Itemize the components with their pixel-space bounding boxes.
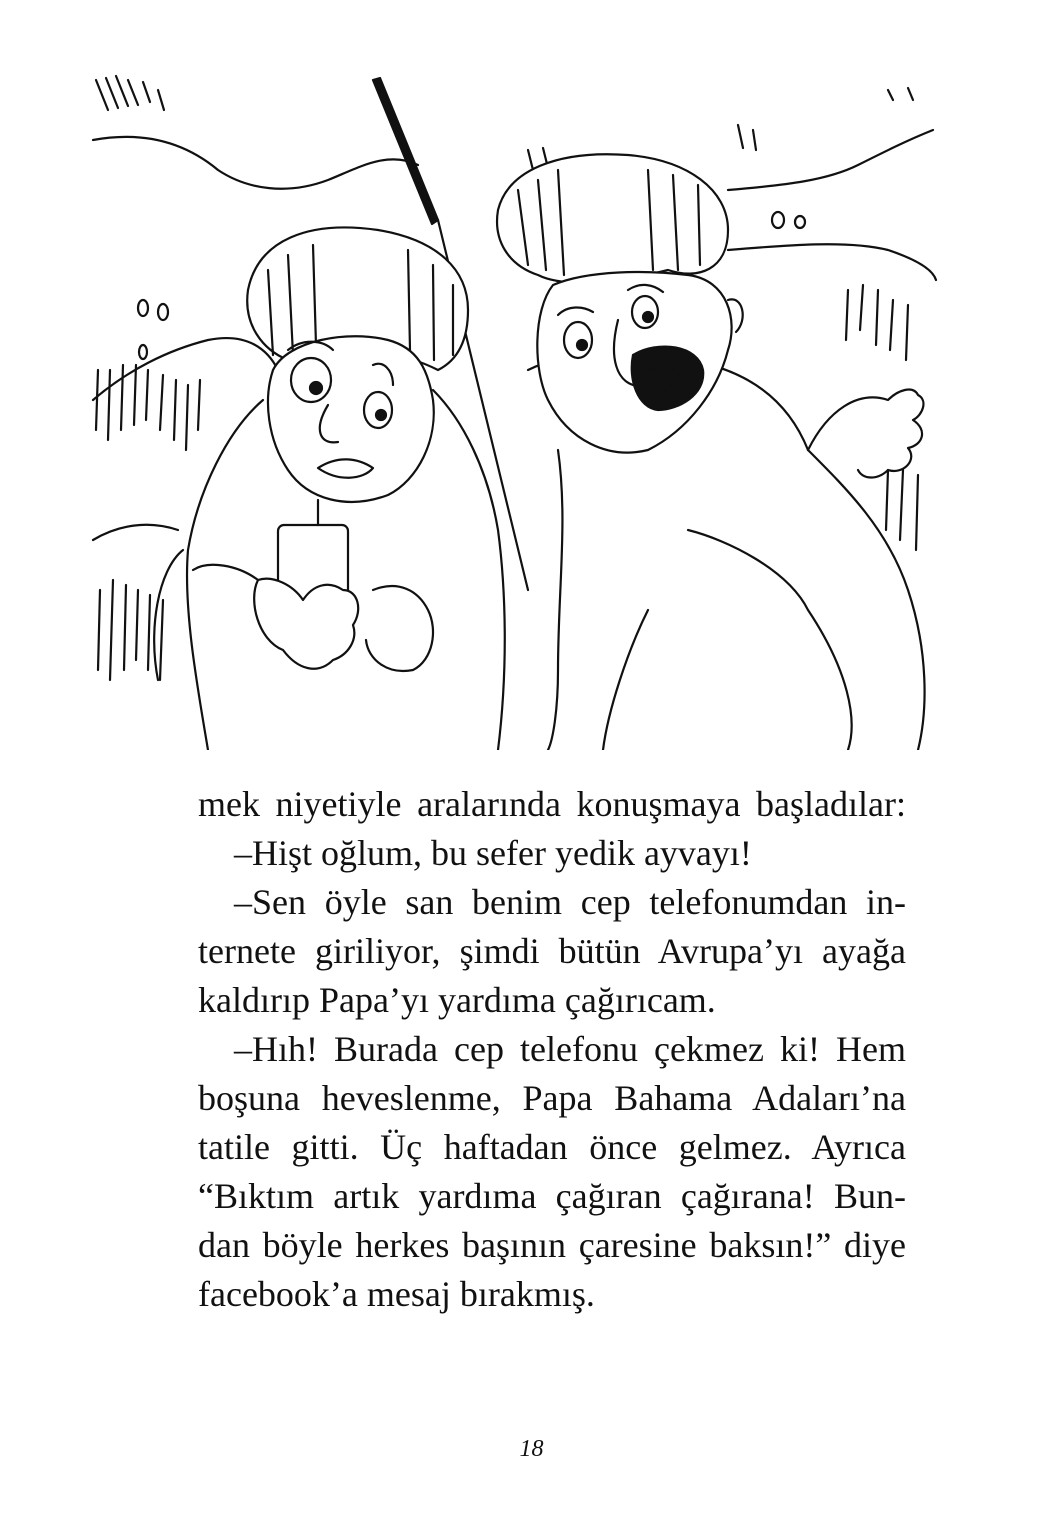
walking-stick [373,78,438,224]
story-text [198,780,906,1319]
hill-line [93,525,178,540]
page-number: 18 [519,1436,544,1462]
text-line: “Bıktım artık yardıma çağıran çağırana! Bun- [198,1176,906,1216]
hill-line [93,137,418,189]
text-line: mek niyetiyle aralarında konuşmaya başladılar: [198,784,906,824]
text-line: tatile gitti. Üç haftadan önce gelmez. Ayrıca [198,1127,906,1167]
text-line: ternete giriliyor, şimdi bütün Avrupa’yı ayağa [198,931,906,971]
text-line: –Hişt oğlum, bu sefer yedik ayvayı! [234,833,752,873]
text-line: boşuna heveslenme, Papa Bahama Adaları’na [198,1078,906,1118]
boy-and-man-drawing [88,70,938,750]
text-line: –Hıh! Burada cep telefonu çekmez ki! Hem [234,1029,906,1069]
text-line: dan böyle herkes başının çaresine baksın!” diye [198,1225,906,1265]
hill-line [728,130,933,190]
man-fur-hat [497,154,728,282]
hill-line [728,244,936,280]
man-hand [808,390,923,478]
text-line: facebook’a mesaj bırakmış. [198,1274,595,1314]
text-line: kaldırıp Papa’yı yardıma çağırıcam. [198,980,716,1020]
hill-line [93,338,278,400]
illustration [88,70,938,750]
text-line: –Sen öyle san benim cep telefonumdan in- [234,882,906,922]
